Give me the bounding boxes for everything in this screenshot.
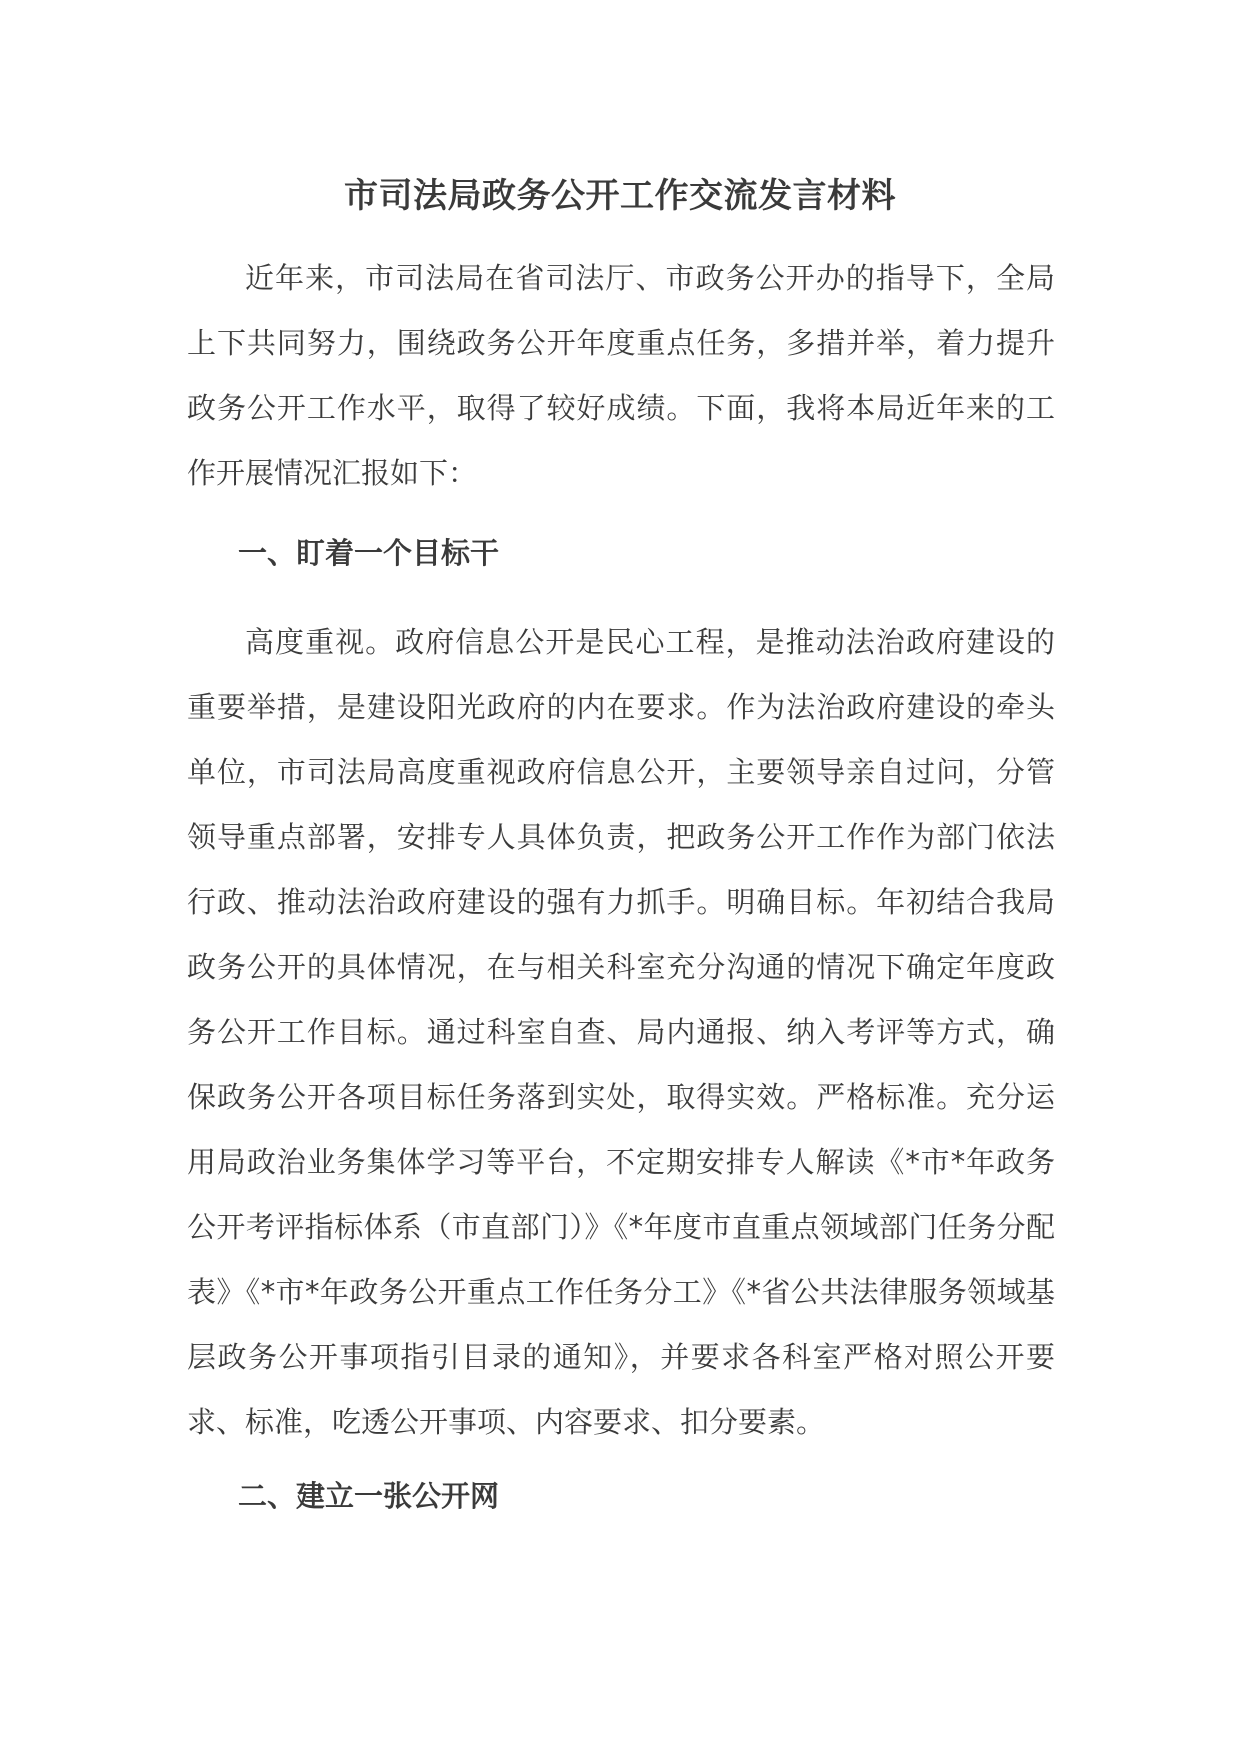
section-1-paragraph: 高度重视。政府信息公开是民心工程，是推动法治政府建设的重要举措，是建设阳光政府的内在要求。作为法治政府建设的牵头单位，市司法局高度重视政府信息公开，主要领导亲自过问，分管领导重点部署，安排专人具体负责，把政务公开工作作为部门依法行政、推动法治政府建设的强有力抓手。明确目标。年初结合我局政务公开的具体情况，在与相关科室充分沟通的情况下确定年度政务公开工作目标。通过科室自查、局内通报、纳入考评等方式，确保政务公开各项目标任务落到实处，取得实效。严格标准。充分运用局政治业务集体学习等平台，不定期安排专人解读《*市*年政务公开考评指标体系（市直部门）》《*年度市直重点领域部门任务分配表》《*市*年政务公开重点工作任务分工》《*省公共法律服务领域基层政务公开事项指引目录的通知》，并要求各科室严格对照公开要求、标准，吃透公开事项、内容要求、扣分要素。 xyxy=(187,625,1055,1439)
intro-paragraph: 近年来，市司法局在省司法厅、市政务公开办的指导下，全局上下共同努力，围绕政务公开年度重点任务，多措并举，着力提升政务公开工作水平，取得了较好成绩。下面，我将本局近年来的工作开展情况汇报如下： xyxy=(187,261,1055,490)
section-2-heading: 二、建立一张公开网 xyxy=(238,1479,500,1513)
section-1-heading: 一、盯着一个目标干 xyxy=(238,536,500,570)
document-title: 市司法局政务公开工作交流发言材料 xyxy=(344,176,896,216)
